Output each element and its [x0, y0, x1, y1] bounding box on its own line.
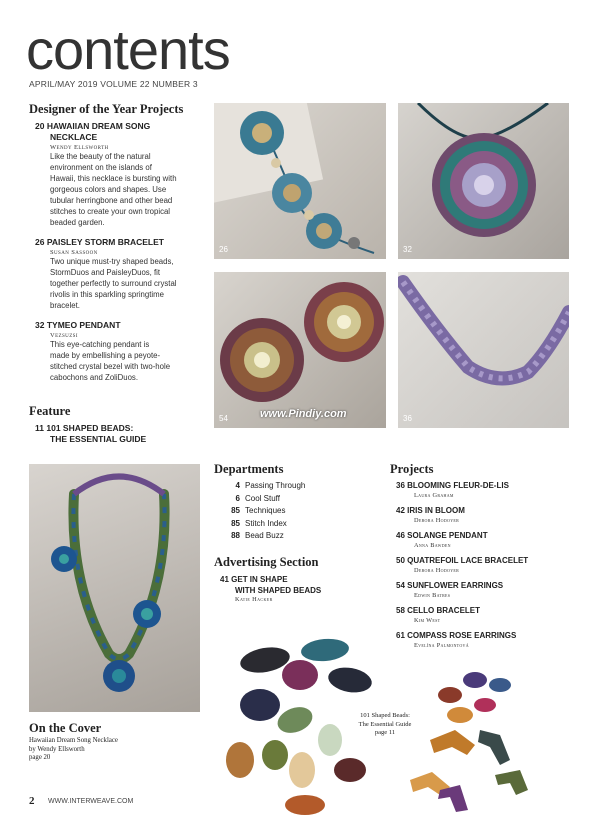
designer-heading: Designer of the Year Projects — [29, 102, 184, 116]
cover-caption[interactable]: Hawaiian Dream Song Necklace by Wendy Ellsworth page 20 — [29, 737, 118, 761]
feature-section — [29, 404, 214, 445]
departments-heading: Departments — [214, 462, 284, 476]
article-title-cont: THE ESSENTIAL GUIDE — [50, 434, 147, 444]
photo-bracelet-26[interactable] — [214, 103, 386, 259]
article-byline: Susan Sassoon — [50, 249, 98, 256]
project-item[interactable]: 42 IRIS IN BLOOM Debora Hodoyer — [396, 506, 465, 524]
tymeo-pendant-illustration — [398, 103, 569, 259]
advertising-heading: Advertising Section — [214, 555, 319, 569]
article-32[interactable] — [35, 320, 214, 383]
project-item[interactable]: 61 COMPASS ROSE EARRINGS Evelína Palmontová — [396, 631, 517, 649]
issue-info: APRIL/MAY 2019 VOLUME 22 NUMBER 3 — [29, 79, 198, 89]
cover-heading: On the Cover — [29, 721, 102, 735]
article-number: 26 — [35, 237, 45, 247]
photo-page-number: 32 — [403, 245, 412, 254]
article-title: 101 SHAPED BEADS: — [46, 423, 134, 433]
photo-pendant-32[interactable] — [398, 103, 569, 259]
advertising-section — [214, 555, 384, 603]
project-item[interactable]: 58 CELLO BRACELET Kim West — [396, 606, 481, 624]
website-link[interactable]: WWW.INTERWEAVE.COM — [48, 798, 134, 805]
photo-necklace-36[interactable] — [398, 272, 569, 428]
sunflower-earrings-illustration — [214, 272, 386, 428]
watermark: www.Pindiy.com — [260, 408, 347, 420]
department-item[interactable]: 88 Bead Buzz — [231, 531, 284, 540]
photo-cover-necklace[interactable] — [29, 464, 200, 712]
department-item[interactable]: 85 Stitch Index — [231, 518, 287, 528]
article-description: Like the beauty of the natural environment on the islands of Hawaii, this necklace is bursting with gorgeous colors and shapes. Use tubular herringbone and other bead stitches to create your own tropical beaded garden. — [50, 152, 177, 227]
photo-page-number: 26 — [219, 245, 228, 254]
department-item[interactable]: 4 Passing Through — [235, 481, 306, 490]
departments-section — [214, 462, 384, 543]
department-item[interactable]: 85 Techniques — [231, 506, 286, 515]
feature-article[interactable] — [35, 423, 214, 445]
beads-caption[interactable]: 101 Shaped Beads: The Essential Guide page 11 — [358, 712, 412, 736]
article-26[interactable] — [35, 237, 214, 311]
projects-section — [390, 462, 580, 656]
photo-earrings-54[interactable] — [214, 272, 386, 428]
department-item[interactable]: 6 Cool Stuff — [235, 493, 280, 503]
designer-section — [29, 102, 214, 383]
project-item[interactable]: 36 BLOOMING FLEUR-DE-LIS Laura Graham — [396, 481, 509, 499]
cover-section — [29, 721, 209, 763]
project-item[interactable]: 50 QUATREFOIL LACE BRACELET Debora Hodoyer — [396, 556, 529, 574]
article-title: PAISLEY STORM BRACELET — [46, 237, 164, 247]
article-description: Two unique must-try shaped beads, StormDuos and PaisleyDuos, fit together perfectly to surround crystal rivolis in this sparkling springtime bracelet. — [50, 257, 177, 310]
photo-page-number: 36 — [403, 414, 412, 423]
project-item[interactable]: 54 SUNFLOWER EARRINGS Edwin Batres — [396, 581, 504, 599]
article-byline: Wendy Ellsworth — [50, 144, 109, 151]
page-number: 2 — [29, 795, 35, 807]
fleur-de-lis-illustration — [398, 272, 569, 428]
paisley-bracelet-illustration — [214, 103, 386, 259]
article-number: 11 — [35, 423, 44, 433]
feature-heading: Feature — [29, 404, 71, 418]
article-title: HAWAIIAN DREAM SONG — [46, 121, 151, 131]
article-title-cont: NECKLACE — [50, 132, 98, 142]
project-item[interactable]: 46 SOLANGE PENDANT Anna Bawden — [396, 531, 488, 549]
page-title: contents — [26, 18, 230, 81]
article-number: 20 — [35, 121, 45, 131]
advertising-article[interactable]: 41 GET IN SHAPE WITH SHAPED BEADS Katie Hacker — [220, 575, 322, 603]
hawaiian-necklace-illustration — [29, 464, 200, 712]
article-description: This eye-catching pendant is made by embellishing a peyote- stitched crystal bezel with two-hole cabochons and ZoliDuos. — [50, 340, 171, 382]
article-byline: Vezsuzsi — [50, 332, 78, 339]
projects-heading: Projects — [390, 462, 434, 476]
photo-page-number: 54 — [219, 414, 228, 423]
article-title: TYMEO PENDANT — [46, 320, 121, 330]
article-number: 32 — [35, 320, 45, 330]
article-20[interactable] — [35, 121, 214, 228]
